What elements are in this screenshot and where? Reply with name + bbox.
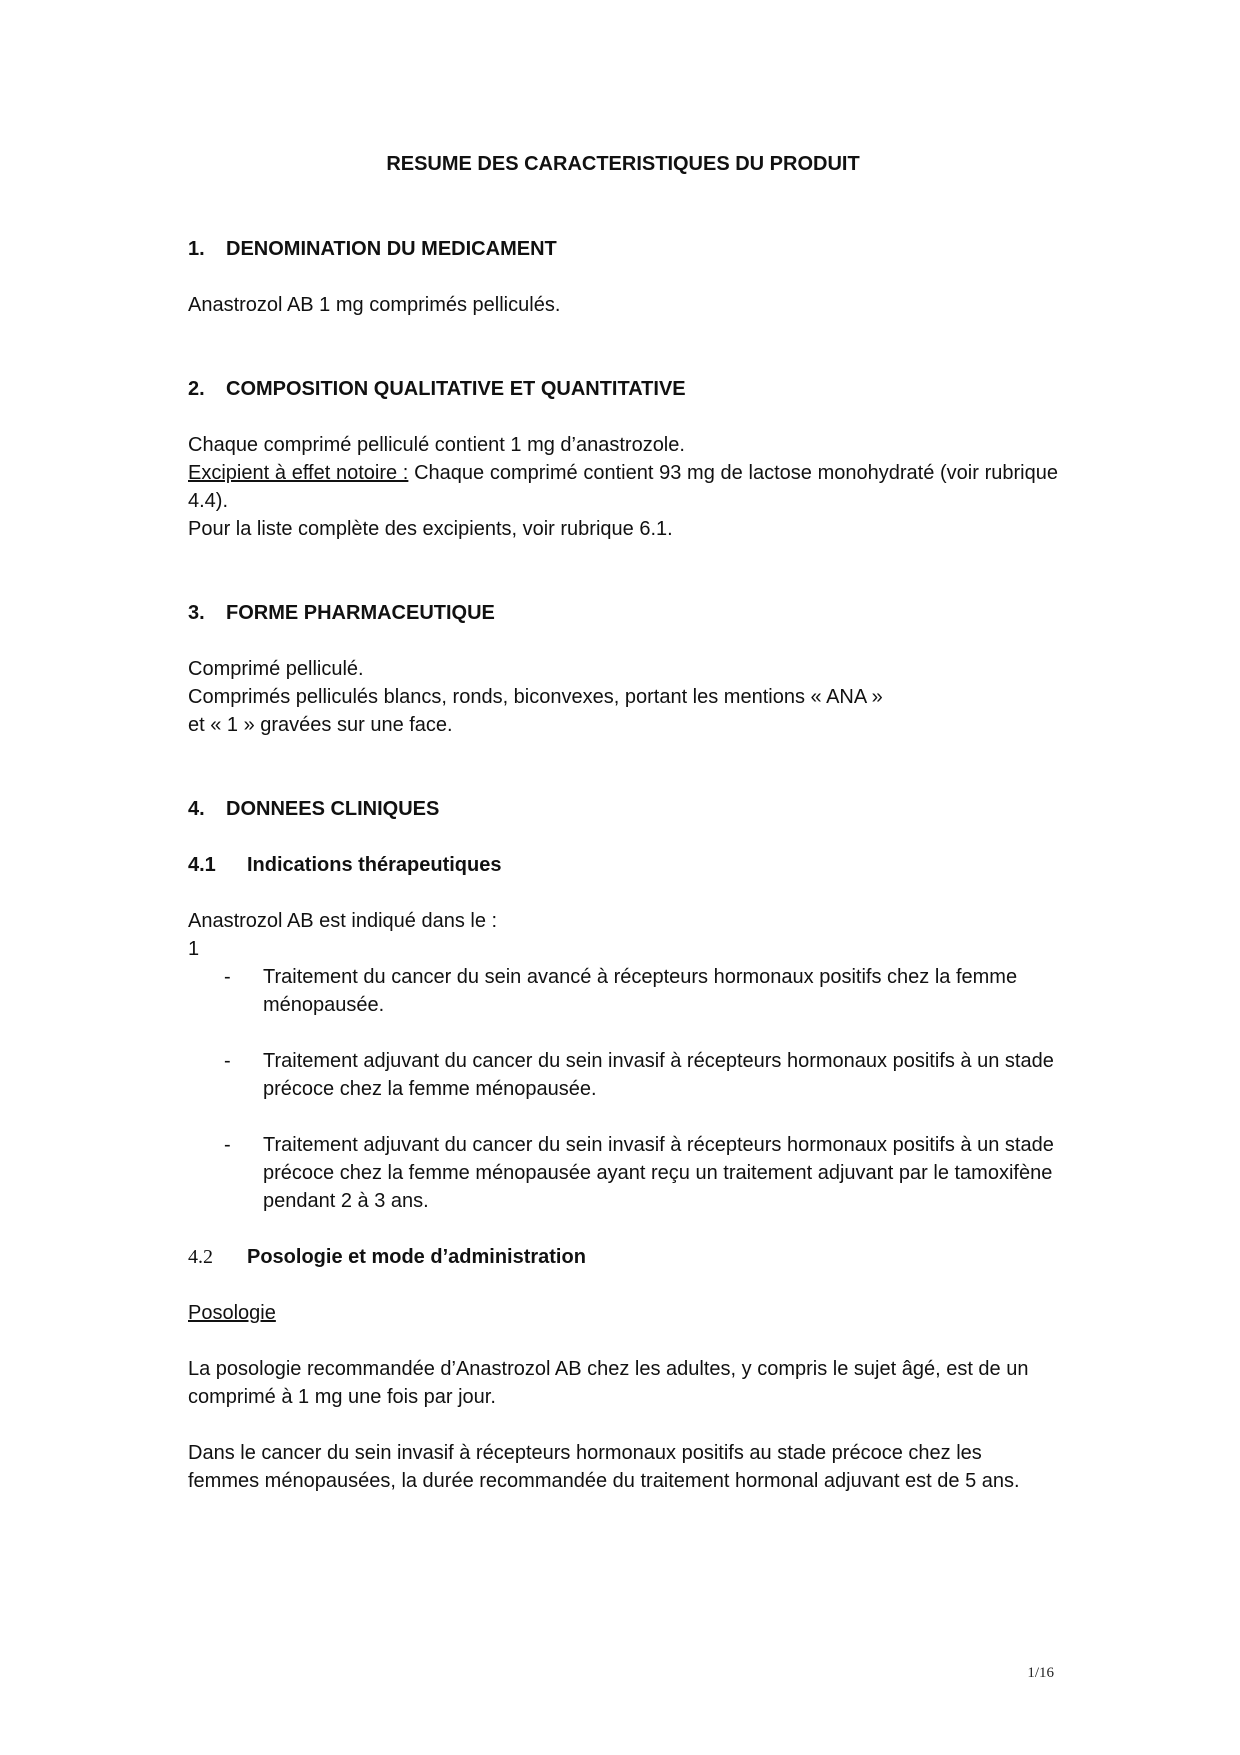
indications-list bbox=[188, 963, 1058, 1215]
section-4-heading bbox=[188, 795, 1058, 823]
section-3-title: FORME PHARMACEUTIQUE bbox=[226, 602, 495, 624]
subsection-4-2-number: 4.2 bbox=[188, 1246, 213, 1268]
section-2-heading bbox=[188, 375, 1058, 403]
form-line-3: et « 1 » gravées sur une face. bbox=[188, 714, 453, 736]
section-4-number: 4. bbox=[188, 798, 205, 820]
section-1-title: DENOMINATION DU MEDICAMENT bbox=[226, 238, 557, 260]
subsection-4-1-number: 4.1 bbox=[188, 854, 216, 876]
document-title: RESUME DES CARACTERISTIQUES DU PRODUIT bbox=[386, 153, 860, 175]
excipient-list-reference: Pour la liste complète des excipients, voir rubrique 6.1. bbox=[188, 518, 673, 540]
indications-intro: Anastrozol AB est indiqué dans le : bbox=[188, 910, 498, 932]
subsection-4-2-title: Posologie et mode d’administration bbox=[247, 1246, 586, 1268]
list-dash: - bbox=[224, 1050, 231, 1072]
excipient-text: Chaque comprimé contient 93 mg de lactose monohydraté (voir rubrique 4.4). bbox=[188, 462, 1058, 512]
subsection-4-1-title: Indications thérapeutiques bbox=[247, 854, 502, 876]
list-item-text: Traitement adjuvant du cancer du sein invasif à récepteurs hormonaux positifs à un stade précoce chez la femme ménopausée. bbox=[263, 1050, 1054, 1100]
posology-paragraph-1: La posologie recommandée d’Anastrozol AB chez les adultes, y compris le sujet âgé, est de un comprimé à 1 mg une fois par jour. bbox=[188, 1358, 1029, 1408]
form-line-1: Comprimé pelliculé. bbox=[188, 658, 364, 680]
list-dash: - bbox=[224, 1134, 231, 1156]
list-item-text: Traitement du cancer du sein avancé à récepteurs hormonaux positifs chez la femme ménopausée. bbox=[263, 966, 1018, 1016]
list-item bbox=[224, 1131, 1058, 1215]
section-1-number: 1. bbox=[188, 238, 205, 260]
list-item-text: Traitement adjuvant du cancer du sein invasif à récepteurs hormonaux positifs à un stade précoce chez la femme ménopausée ayant reçu un traitement adjuvant par le tamoxifène pendant 2 à 3 ans. bbox=[263, 1134, 1054, 1212]
posology-paragraph-2: Dans le cancer du sein invasif à récepteurs hormonaux positifs au stade précoce chez les femmes ménopausées, la durée recommandée du traitement hormonal adjuvant est de 5 ans. bbox=[188, 1442, 1020, 1492]
page-number: 1/16 bbox=[1027, 1665, 1054, 1681]
section-1-heading bbox=[188, 235, 1058, 263]
section-3-number: 3. bbox=[188, 602, 205, 624]
list-item bbox=[224, 1047, 1058, 1103]
section-2-number: 2. bbox=[188, 378, 205, 400]
list-item bbox=[224, 963, 1058, 1019]
section-4-title: DONNEES CLINIQUES bbox=[226, 798, 440, 820]
composition-line: Chaque comprimé pelliculé contient 1 mg d’anastrozole. bbox=[188, 434, 685, 456]
document-body bbox=[188, 150, 1058, 1495]
section-1-text: Anastrozol AB 1 mg comprimés pelliculés. bbox=[188, 294, 561, 316]
form-line-2: Comprimés pelliculés blancs, ronds, biconvexes, portant les mentions « ANA » bbox=[188, 686, 883, 708]
section-3-heading bbox=[188, 599, 1058, 627]
indications-marker: 1 bbox=[188, 938, 200, 960]
list-dash: - bbox=[224, 966, 231, 988]
excipient-paragraph bbox=[188, 459, 1058, 515]
posology-label: Posologie bbox=[188, 1302, 276, 1324]
excipient-label: Excipient à effet notoire : bbox=[188, 462, 409, 484]
section-2-title: COMPOSITION QUALITATIVE ET QUANTITATIVE bbox=[226, 378, 686, 400]
subsection-4-2-heading bbox=[188, 1243, 1058, 1271]
subsection-4-1-heading bbox=[188, 851, 1058, 879]
